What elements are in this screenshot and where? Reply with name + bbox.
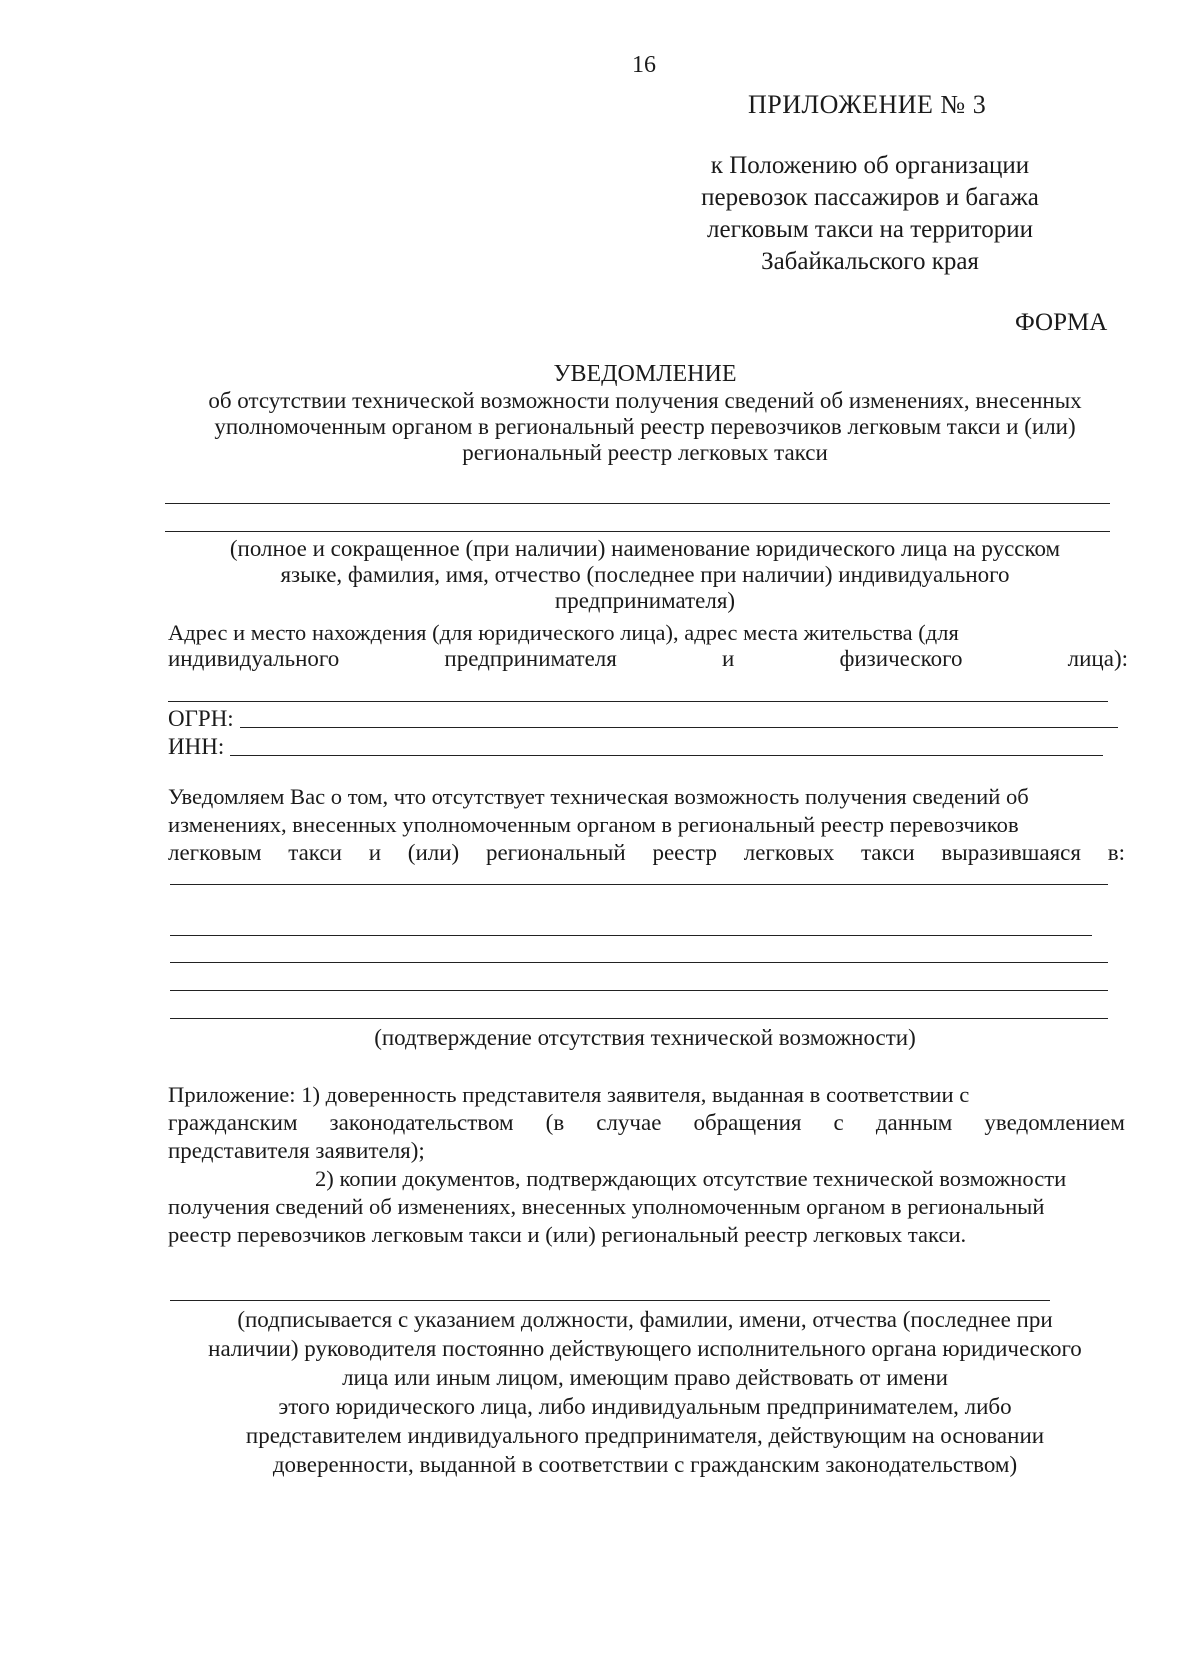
reference-line: Забайкальского края — [761, 248, 979, 275]
address-label-line-1: Адрес и место нахождения (для юридического лица), адрес места жительства (для — [168, 620, 959, 645]
confirmation-line-5[interactable] — [170, 1018, 1108, 1019]
signature-caption-line: этого юридического лица, либо индивидуальным предпринимателем, либо — [278, 1394, 1012, 1419]
ogrn-row — [168, 706, 1118, 732]
signature-caption-line: наличии) руководителя постоянно действующего исполнительного органа юридического — [208, 1336, 1082, 1361]
attachment-2-line-1: 2) копии документов, подтверждающих отсутствие технической возможности — [315, 1166, 1067, 1191]
body-word: (или) — [407, 840, 460, 865]
address-word: физического — [839, 646, 963, 671]
applicant-name-line-1[interactable] — [165, 503, 1110, 504]
applicant-caption-line: (полное и сокращенное (при наличии) наименование юридического лица на русском — [229, 536, 1061, 561]
signature-caption-line: лица или иным лицом, имеющим право действовать от имени — [342, 1365, 948, 1390]
applicant-caption-line: языке, фамилия, имя, отчество (последнее при наличии) индивидуального — [280, 562, 1010, 587]
body-word: и — [368, 840, 382, 865]
attachment-word: случае — [596, 1110, 662, 1135]
body-word: такси — [288, 840, 342, 865]
reference-line: перевозок пассажиров и багажа — [701, 184, 1039, 211]
ogrn-label: ОГРН: — [168, 706, 234, 731]
applicant-caption-line: предпринимателя) — [554, 588, 736, 613]
signature-line[interactable] — [170, 1300, 1050, 1301]
attachment-word: данным — [875, 1110, 953, 1135]
attachment-2-line-3: реестр перевозчиков легковым такси и (или) региональный реестр легковых такси. — [168, 1222, 967, 1247]
reference-line: к Положению об организации — [710, 152, 1030, 179]
body-word: выразившаяся — [941, 840, 1081, 865]
notice-subtitle-line: об отсутствии технической возможности получения сведений об изменениях, внесенных — [208, 388, 1082, 413]
applicant-caption — [160, 536, 1130, 614]
attachment-word: уведомлением — [984, 1110, 1125, 1135]
body-line-1: Уведомляем Вас о том, что отсутствует техническая возможность получения сведений об — [168, 784, 1029, 809]
applicant-name-line-2[interactable] — [165, 531, 1110, 532]
notice-subtitle-line: региональный реестр легковых такси — [462, 440, 828, 465]
confirmation-line-4[interactable] — [170, 990, 1108, 991]
ogrn-field[interactable] — [240, 727, 1118, 728]
reference-line: легковым такси на территории — [707, 216, 1033, 243]
body-word: легковым — [168, 840, 262, 865]
inn-label: ИНН: — [168, 734, 225, 759]
address-label-line-2 — [168, 646, 1128, 672]
attachment-1-line-1: Приложение: 1) доверенность представителя заявителя, выданная в соответствии с — [168, 1082, 970, 1107]
body-word: в: — [1107, 840, 1125, 865]
attachment-word: (в — [545, 1110, 565, 1135]
address-word: лица): — [1067, 646, 1128, 671]
body-word: легковых — [743, 840, 835, 865]
inn-row — [168, 734, 1103, 760]
body-word: такси — [860, 840, 915, 865]
page-number: 16 — [632, 52, 656, 78]
attachment-word: гражданским — [168, 1110, 298, 1135]
attachment-word: с — [833, 1110, 844, 1135]
confirmation-line-1[interactable] — [170, 884, 1108, 885]
form-label: ФОРМА — [1015, 309, 1108, 336]
address-word: и — [722, 646, 735, 671]
attachment-1-line-2 — [168, 1110, 1125, 1136]
body-line-2: изменениях, внесенных уполномоченным органом в региональный реестр перевозчиков — [168, 812, 1019, 837]
address-line[interactable] — [168, 701, 1108, 702]
notice-title-block — [160, 360, 1130, 466]
attachment-2-line-2: получения сведений об изменениях, внесенных уполномоченным органом в региональный — [168, 1194, 1045, 1219]
confirmation-line-3[interactable] — [170, 962, 1108, 963]
body-word: региональный — [485, 840, 626, 865]
inn-field[interactable] — [230, 755, 1103, 756]
signature-caption-line: (подписывается с указанием должности, фамилии, имени, отчества (последнее при — [237, 1307, 1053, 1332]
notice-subtitle-line: уполномоченным органом в региональный реестр перевозчиков легковым такси и (или) — [214, 414, 1076, 439]
confirmation-line-2[interactable] — [170, 935, 1092, 936]
confirmation-caption: (подтверждение отсутствия технической возможности) — [374, 1025, 916, 1050]
attachment-word: законодательством — [329, 1110, 514, 1135]
address-word: предпринимателя — [444, 646, 617, 671]
address-word: индивидуального — [168, 646, 340, 671]
attachment-word: обращения — [693, 1110, 802, 1135]
attachment-1-line-3: представителя заявителя); — [168, 1138, 425, 1163]
appendix-title: ПРИЛОЖЕНИЕ № 3 — [748, 90, 987, 119]
notice-heading: УВЕДОМЛЕНИЕ — [553, 361, 737, 387]
signature-caption-line: представителем индивидуального предпринимателя, действующим на основании — [245, 1423, 1045, 1448]
body-word: реестр — [652, 840, 717, 865]
signature-caption — [160, 1305, 1130, 1479]
reference-block — [660, 150, 1080, 278]
signature-caption-line: доверенности, выданной в соответствии с гражданским законодательством) — [272, 1452, 1018, 1477]
body-line-3 — [168, 840, 1125, 866]
